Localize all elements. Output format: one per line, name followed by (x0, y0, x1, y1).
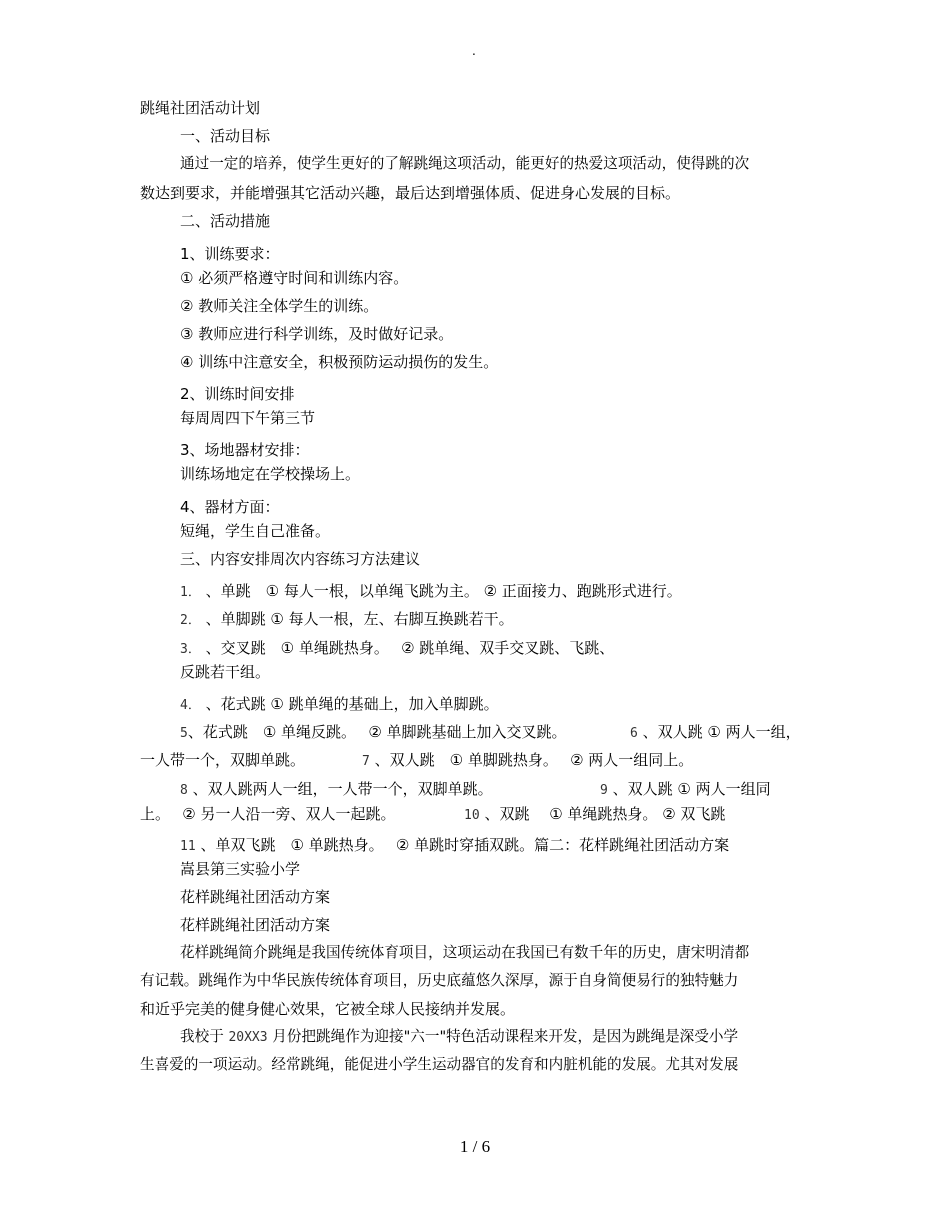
row-number: 7 (362, 754, 370, 769)
row-number: 4． (180, 698, 201, 713)
text-segment: 我校于 (180, 1028, 224, 1045)
row-text: 、单双飞跳 ① 单跳热身。 ② 单跳时穿插双跳。篇二：花样跳绳社团活动方案 (200, 836, 730, 854)
row-continuation: 一人带一个，双脚单跳。 (140, 751, 306, 769)
row-text: 、交叉跳 ① 单绳跳热身。 ② 跳单绳、双手交叉跳、飞跳、 (205, 639, 615, 657)
row-text: 、花式跳 ① 单绳反跳。 ② 单脚跳基础上加入交叉跳。 (187, 723, 567, 741)
plan-row (180, 722, 567, 744)
section-heading-goals: 一、活动目标 (180, 127, 271, 145)
body-text: 短绳，学生自己准备。 (180, 522, 331, 540)
plan-row (180, 638, 614, 660)
paragraph-line: 通过一定的培养，使学生更好的了解跳绳这项活动，能更好的热爱这项活动，使得跳的次 (180, 155, 750, 172)
row-number: 9 (600, 783, 608, 798)
row-text: 、双人跳两人一组，一人带一个，双脚单跳。 (192, 780, 493, 798)
plan-row (464, 804, 725, 826)
row-text: 、双跳 ① 单绳跳热身。 ② 双飞跳 (484, 805, 726, 823)
row-text: 、双人跳 ① 单脚跳热身。 ② 两人一组同上。 (374, 751, 694, 769)
list-item: ③ 教师应进行科学训练，及时做好记录。 (180, 325, 454, 343)
page-number: 1 / 6 (459, 1137, 491, 1156)
row-number: 5 (180, 726, 188, 741)
row-text: 、单脚跳 ① 每人一根，左、右脚互换跳若干。 (205, 610, 514, 628)
plan-row (180, 779, 493, 801)
plan-title: 花样跳绳社团活动方案 (180, 916, 331, 934)
plan-title: 花样跳绳社团活动方案 (180, 888, 331, 906)
row-number: 6 (630, 726, 638, 741)
section-heading-content: 三、内容安排周次内容练习方法建议 (180, 550, 421, 568)
paragraph-line: 花样跳绳简介跳绳是我国传统体育项目，这项运动在我国已有数千年的历史，唐宋明清都 (180, 944, 750, 961)
plan-row (600, 779, 771, 801)
section-heading-measures: 二、活动措施 (180, 212, 271, 230)
plan-row (362, 750, 693, 772)
row-text: 、双人跳 ① 两人一组同 (612, 780, 771, 798)
text-segment: 月份把跳绳作为迎接"六一"特色活动课程来开发，是因为跳绳是深受小学 (272, 1028, 739, 1045)
row-continuation: 上。 ② 另一人沿一旁、双人一起跳。 (140, 805, 396, 823)
row-text: 、单跳 ① 每人一根，以单绳飞跳为主。 ② 正面接力、跑跳形式进行。 (205, 582, 682, 600)
header-dot: . (472, 44, 476, 58)
plan-row (180, 835, 729, 857)
plan-row (630, 722, 801, 744)
list-item: ② 教师关注全体学生的训练。 (180, 297, 379, 315)
row-number: 8 (180, 783, 188, 798)
paragraph-line: 有记载。跳绳作为中华民族传统体育项目，历史底蕴悠久深厚，源于自身简便易行的独特魅力 (140, 972, 739, 989)
subsection-heading: 3、场地器材安排： (180, 441, 310, 459)
subsection-heading: 2、训练时间安排 (180, 385, 295, 403)
paragraph-line: 和近乎完美的健身健心效果，它被全球人民接纳并发展。 (140, 1000, 516, 1018)
plan-row (180, 581, 682, 603)
row-continuation: 反跳若干组。 (180, 663, 271, 681)
subsection-heading: 1、训练要求： (180, 245, 280, 263)
row-number: 2． (180, 613, 201, 628)
list-item: ④ 训练中注意安全，积极预防运动损伤的发生。 (180, 353, 499, 371)
subsection-heading: 4、器材方面： (180, 498, 280, 516)
plan-row (180, 609, 514, 631)
paragraph-line: 生喜爱的一项运动。经常跳绳，能促进小学生运动器官的发育和内脏机能的发展。尤其对发展 (140, 1056, 739, 1073)
row-text: 、双人跳 ① 两人一组， (642, 723, 801, 741)
plan-row (180, 694, 499, 716)
year-value: 20XX3 (228, 1030, 268, 1045)
document-title: 跳绳社团活动计划 (140, 99, 261, 117)
body-text: 训练场地定在学校操场上。 (180, 465, 361, 483)
row-number: 3． (180, 642, 201, 657)
list-item: ① 必须严格遵守时间和训练内容。 (180, 269, 409, 287)
paragraph-line: 数达到要求，并能增强其它活动兴趣，最后达到增强体质、促进身心发展的目标。 (140, 184, 681, 202)
school-name: 嵩县第三实验小学 (180, 860, 301, 878)
row-number: 11 (180, 839, 196, 854)
row-number: 10 (464, 808, 480, 823)
row-number: 1． (180, 585, 201, 600)
body-text: 每周周四下午第三节 (180, 409, 316, 427)
paragraph-line (180, 1027, 738, 1048)
row-text: 、花式跳 ① 跳单绳的基础上，加入单脚跳。 (205, 695, 499, 713)
